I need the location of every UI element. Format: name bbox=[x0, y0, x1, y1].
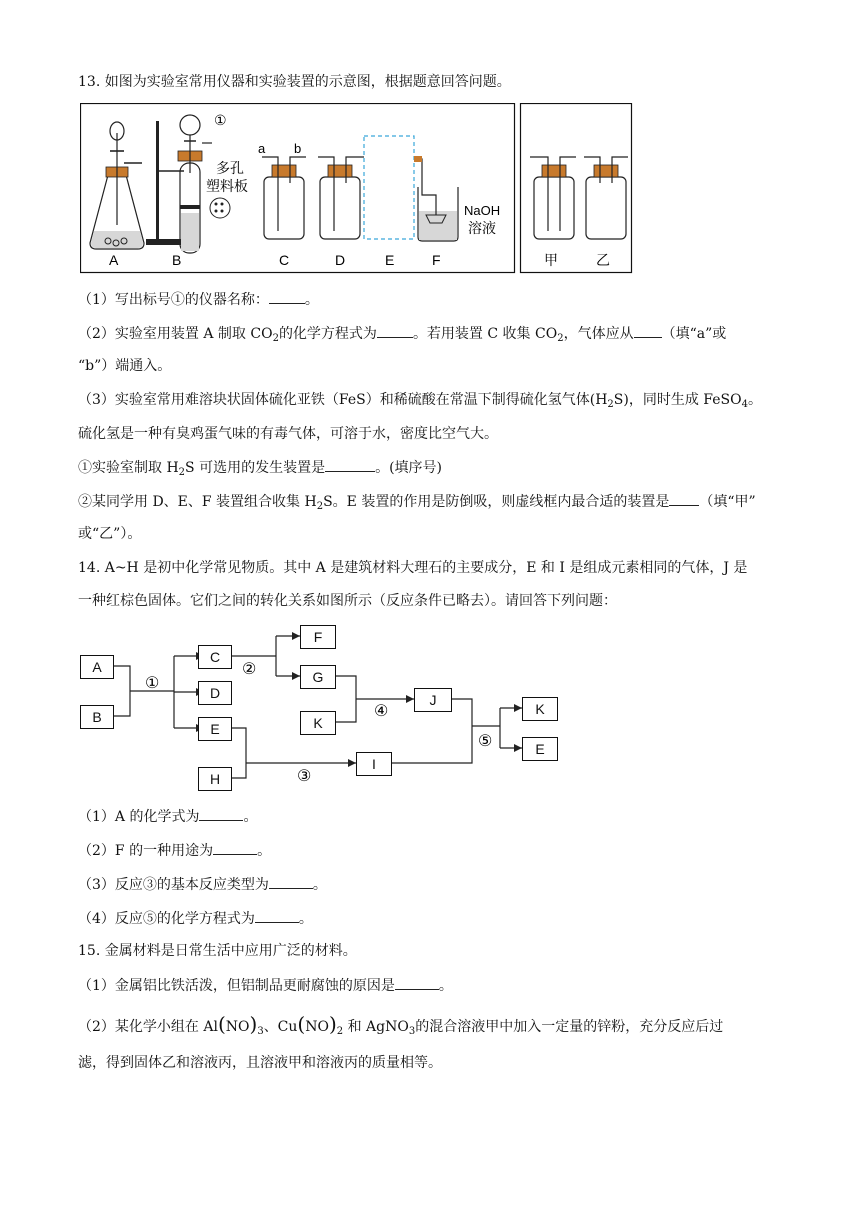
label-e: E bbox=[385, 252, 395, 268]
label-jia: 甲 bbox=[544, 252, 558, 268]
step-1: ① bbox=[145, 675, 160, 692]
node-f: F bbox=[300, 625, 336, 649]
node-e-product: E bbox=[522, 737, 558, 761]
node-h: H bbox=[198, 767, 232, 791]
plate-label-2: 塑料板 bbox=[206, 178, 248, 194]
q13-part3: （3）实验室常用难溶块状固体硫化亚铁（FeS）和稀硫酸在常温下制得硫化氢气体$(H_2S)$，同时生成 FeSO$_4$。 bbox=[78, 392, 762, 410]
label-a: A bbox=[109, 252, 119, 268]
node-d: D bbox=[198, 681, 232, 705]
plate-label-1: 多孔 bbox=[216, 160, 244, 176]
naoh-label-1: NaOH bbox=[464, 203, 501, 218]
naoh-label-2: 溶液 bbox=[468, 220, 496, 236]
label-c: C bbox=[279, 252, 290, 268]
q15-part1: （1）金属铝比铁活泼，但铝制品更耐腐蚀的原因是 。 bbox=[78, 975, 453, 996]
port-b: b bbox=[294, 141, 302, 156]
node-c: C bbox=[198, 645, 232, 669]
step-3: ③ bbox=[297, 768, 312, 785]
q15-title: 15. 金属材料是日常生活中应用广泛的材料。 bbox=[78, 943, 357, 959]
label-yi: 乙 bbox=[596, 252, 610, 268]
q13-part2: （2）实验室用装置 A 制取 $CO_2$的化学方程式为 。若用装置 C 收集 $CO_2$，气体应从 （填“a”或 bbox=[78, 323, 726, 349]
label-f: F bbox=[432, 252, 441, 268]
q13-part1: （1）写出标号①的仪器名称： 。 bbox=[78, 289, 319, 310]
q13-sub1: ①实验室制取 $H_2S$ 可选用的发生装置是 。(填序号) bbox=[78, 457, 442, 483]
q14-part3: （3）反应③的基本反应类型为 。 bbox=[78, 874, 327, 895]
node-e: E bbox=[198, 717, 232, 741]
q14-line1: 14. A~H 是初中化学常见物质。其中 A 是建筑材料大理石的主要成分，E 和 I 是组成元素相同的气体，J 是 bbox=[78, 560, 748, 576]
q15-part2: （2）某化学小组在 $Al(NO)_3$、$Cu(NO)_2$ 和 AgNO$_3$的混合溶液甲中加入一定量的锌粉，充分反应后过 bbox=[78, 1012, 724, 1037]
node-g: G bbox=[300, 665, 336, 689]
q14-part4: （4）反应⑤的化学方程式为 。 bbox=[78, 908, 313, 929]
node-b: B bbox=[80, 705, 114, 729]
node-j: J bbox=[414, 688, 452, 712]
q15-part2-line2: 滤，得到固体乙和溶液丙，且溶液甲和溶液丙的质量相等。 bbox=[78, 1055, 442, 1071]
q13-part2-line2: “b”）端通入。 bbox=[78, 358, 172, 374]
q14-line2: 一种红棕色固体。它们之间的转化关系如图所示（反应条件已略去）。请回答下列问题： bbox=[78, 593, 617, 609]
q13-part3-line2: 硫化氢是一种有臭鸡蛋气味的有毒气体，可溶于水，密度比空气大。 bbox=[78, 426, 498, 442]
q14-part2: （2）F 的一种用途为 。 bbox=[78, 840, 271, 861]
step-5: ⑤ bbox=[478, 733, 493, 750]
step-4: ④ bbox=[374, 703, 389, 720]
marker-1: ① bbox=[214, 112, 227, 128]
label-b: B bbox=[172, 252, 182, 268]
q14-part1: （1）A 的化学式为 。 bbox=[78, 806, 257, 827]
q13-sub2: ②某同学用 D、E、F 装置组合收集 $H_2S$。E 装置的作用是防倒吸，则虚线框内最合适的装置是 （填“甲” bbox=[78, 491, 756, 517]
q13-sub2-line2: 或“乙”）。 bbox=[78, 526, 142, 542]
port-a: a bbox=[258, 141, 266, 156]
label-d: D bbox=[335, 252, 346, 268]
node-a: A bbox=[80, 655, 114, 679]
step-2: ② bbox=[242, 661, 257, 678]
node-i: I bbox=[356, 752, 392, 776]
node-k: K bbox=[300, 711, 336, 735]
node-k-product: K bbox=[522, 697, 558, 721]
q13-title: 13. 如图为实验室常用仪器和实验装置的示意图，根据题意回答问题。 bbox=[78, 74, 511, 90]
